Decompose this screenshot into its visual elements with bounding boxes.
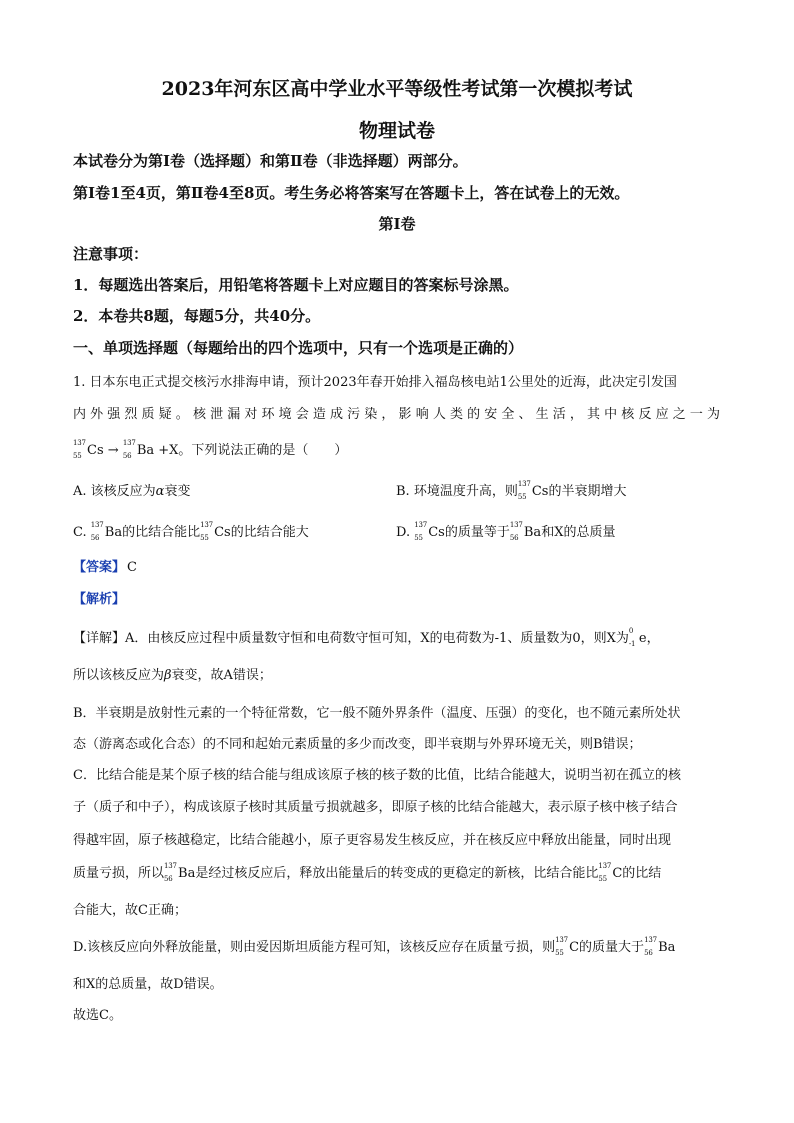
q1-option-d: D. 137 55 Cs的质量等于 137 56 Ba和X的总质量 [396, 521, 616, 542]
detail-c-line-2: 子（质子和中子），构成该原子核时其质量亏损就越多，即原子核的比结合能越大，表示原子核中核子结合 [73, 800, 678, 815]
intro-line-2: 第Ⅰ卷1至4页，第Ⅱ卷4至8页。考生务必将答案写在答题卡上，答在试卷上的无效。 [73, 184, 630, 202]
analysis-tag: 【解析】 [73, 592, 126, 607]
section-label: 第Ⅰ卷 [378, 215, 416, 233]
q1-stem-line-2: 内外强烈质疑。核泄漏对环境会造成污染，影响人类的安全、生活，其中核反应之一为 [73, 407, 720, 422]
q1-option-c: C. 137 56 Ba的比结合能比 137 55 Cs的比结合能大 [73, 521, 309, 542]
detail-b-line-2: 态（游离态或化合态）的不同和起始元素质量的多少而改变，即半衰期与外界环境无关，则B错误； [73, 737, 642, 752]
analysis-line [73, 588, 720, 607]
notice-1: 1．每题选出答案后，用铅笔将答题卡上对应题目的答案标号涂黑。 [73, 276, 519, 294]
q1-option-b: B. 环境温度升高，则 137 55 Cs的半衰期增大 [396, 480, 627, 501]
conclusion: 故选C。 [73, 1008, 122, 1023]
detail-c-line-5: 合能大，故C正确； [73, 903, 187, 918]
detail-c-line-1: C．比结合能是某个原子核的结合能与组成该原子核的核子数的比值，比结合能越大，说明当初在孤立的核 [73, 768, 681, 783]
detail-c-line-4: 质量亏损，所以 137 56 Ba是经过核反应后，释放出能量后的转变成的更稳定的新核，比结合能比 137 55 C的比结 [73, 862, 662, 883]
q1-stem-line-1: 1. 日本东电正式提交核污水排海申请，预计2023年春开始排入福岛核电站1公里处的近海，此决定引发国 [73, 375, 677, 390]
cs-nuclide: 137 55 Cs [73, 439, 104, 460]
q1-option-a: A. 该核反应为α衰变 [73, 484, 191, 499]
part-title: 一、单项选择题（每题给出的四个选项中，只有一个选项是正确的） [73, 339, 524, 357]
detail-c-line-3: 得越牢固，原子核越稳定，比结合能越小，原子更容易发生核反应，并在核反应中释放出能量，同时出现 [73, 833, 672, 848]
detail-d-line-2: 和X的总质量，故D错误。 [73, 977, 223, 992]
detail-a-line-2: 所以该核反应为β衰变，故A错误； [73, 668, 272, 683]
exam-subtitle: 物理试卷 [358, 120, 435, 142]
intro-line-1: 本试卷分为第Ⅰ卷（选择题）和第Ⅱ卷（非选择题）两部分。 [73, 152, 468, 170]
detail-d-line-1: D.该核反应向外释放能量，则由爱因斯坦质能方程可知，该核反应存在质量亏损，则 137 55 C的质量大于 137 56 Ba [73, 936, 676, 957]
detail-b-line-1: B．半衰期是放射性元素的一个特征常数，它一般不随外界条件（温度、压强）的变化，也不随元素所处状 [73, 706, 681, 721]
exam-title: 2023年河东区高中学业水平等级性考试第一次模拟考试 [161, 78, 633, 100]
notice-2: 2．本卷共8题，每题5分，共40分。 [73, 307, 321, 325]
reaction-arrow: → [107, 443, 119, 458]
answer-value: C [127, 560, 137, 575]
detail-a-line-1: 【详解】A．由核反应过程中质量数守恒和电荷数守恒可知，X的电荷数为-1、质量数为0，则X为 0 -1 e， [73, 627, 660, 648]
notice-title: 注意事项： [73, 245, 149, 263]
answer-line [73, 556, 720, 575]
ba-nuclide: 137 56 Ba [122, 439, 155, 460]
answer-tag: 【答案】 [73, 560, 126, 575]
q1-reaction-line: 137 55 Cs → 137 56 Ba +X。下列说法正确的是（ ） [73, 439, 348, 460]
